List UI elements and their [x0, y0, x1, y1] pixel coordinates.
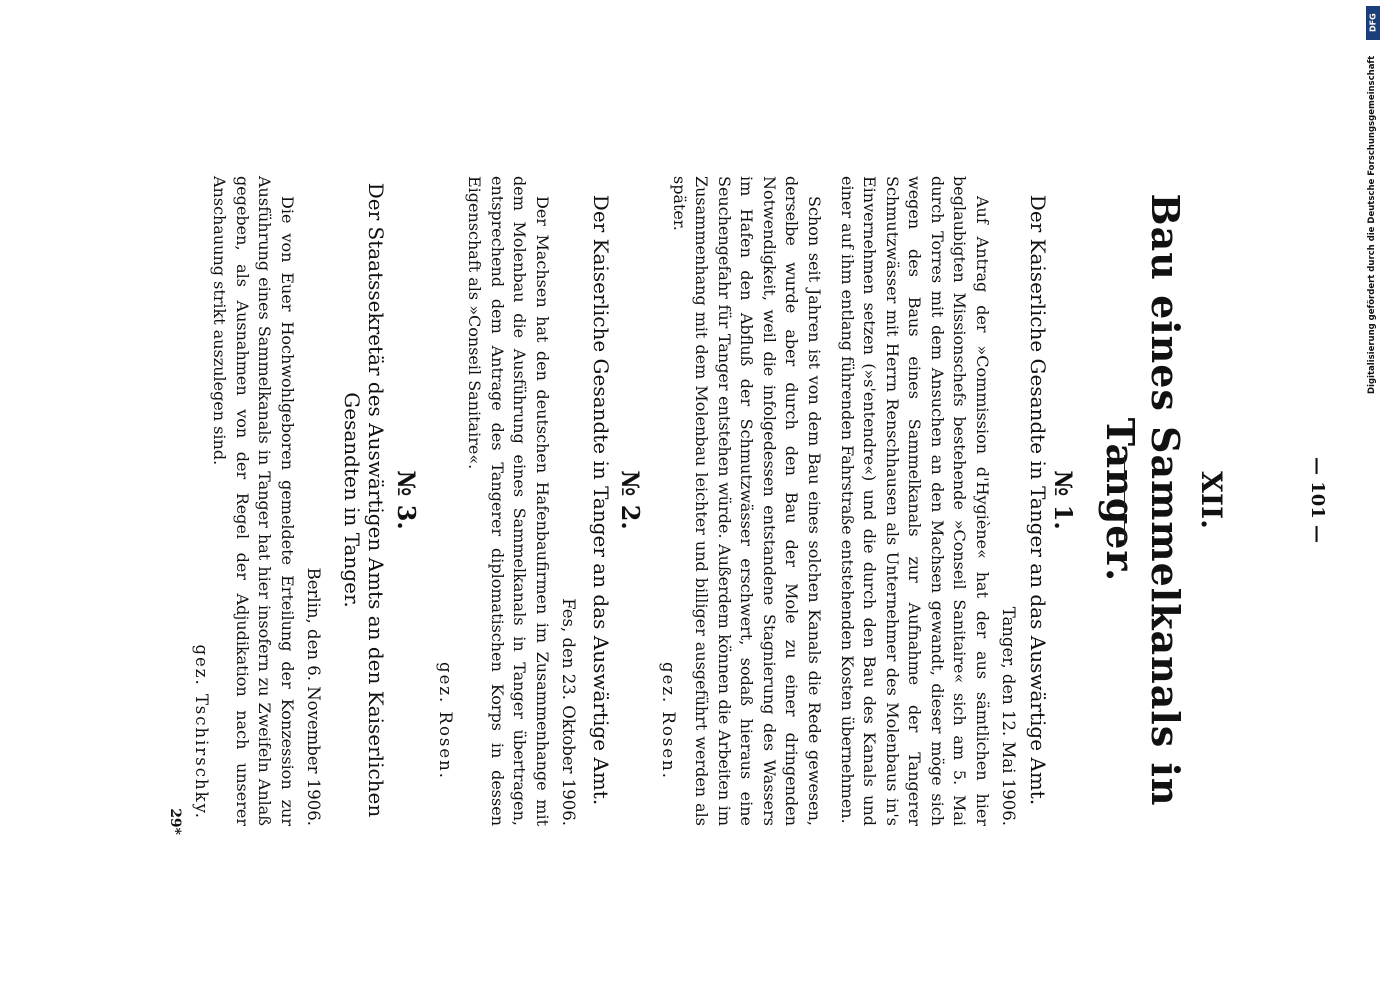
section-1-heading: Der Kaiserliche Gesandte in Tanger an das Auswärtige Amt. — [1026, 194, 1050, 806]
page-number: — 101 — — [1307, 456, 1328, 544]
document-title: Bau eines Sammelkanals in Tanger. — [1098, 193, 1188, 807]
section-3-signature: gez. Tschirschky. — [192, 644, 211, 820]
section-1-paragraph-2: Schon seit Jahren ist von dem Bau eines solchen Kanals die Rede gewesen, derselbe wurde aber durch den Bau der Mole zu einer dringenden Notwendigkeit, weil die infolgedessen entstandene Stagnierung des Wassers im Hafen den Abfluß der Schmutzwässer erschwert, sodaß hieraus eine Seuchengefahr für Tanger entstehen würde. Außerdem können die Arbeiten im Zusammenhang mit dem Molenbau leichter und billiger ausgeführt werden als später. — [670, 176, 824, 826]
sheet-signature-mark: 29* — [167, 808, 183, 835]
section-1-paragraph-1: Auf Antrag der »Commission d'Hygiène« hat der aus sämtlichen hier beglaubigten Missionschefs bestehende »Conseil Sanitaire« sich am 5. Mai durch Torres mit dem Ansuchen an den Machsen gewandt, dieser möge sich wegen des Baus eines Sammelkanals zur Aufnahme der Tangerer Schmutzwässer mit Herrn Renschhausen als Unternehmer des Molenbaus in's Einvernehmen setzen (»s'entendre«) und die durch den Bau des Kanals und einer auf ihm entlang führenden Fahrstraße entstehenden Kosten übernehmen. — [838, 176, 992, 826]
section-1-number: № 1. — [1049, 470, 1078, 530]
section-2-heading: Der Kaiserliche Gesandte in Tanger an das Auswärtige Amt. — [589, 194, 613, 806]
section-3-heading: Der Staatssekretär des Auswärtigen Amts an den Kaiserlichen Gesandten in Tanger. — [340, 182, 388, 818]
section-1-signature: gez. Rosen. — [659, 662, 678, 780]
section-3-place-date: Berlin, den 6. November 1906. — [304, 567, 323, 826]
section-2-paragraph-1: Der Machsen hat den deutschen Hafenbaufirmen im Zusammenhange mit dem Molenbau die Ausführung eines Sammelkanals in Tanger übertragen, entsprechend dem Antrage des Tangerer diplomatischen Korps in dessen Eigenschaft als »Conseil Sanitaire«. — [465, 176, 552, 826]
title-divider — [1124, 455, 1125, 545]
dfg-logo: DFG — [1366, 6, 1380, 40]
section-1-place-date: Tanger, den 12. Mai 1906. — [999, 606, 1018, 826]
section-2-place-date: Fes, den 23. Oktober 1906. — [559, 598, 578, 826]
section-2-signature: gez. Rosen. — [436, 662, 455, 780]
chapter-number: XII. — [1195, 471, 1228, 529]
section-3-paragraph-1: Die von Euer Hochwohlgeboren gemeldete Erteilung der Konzession zur Ausführung eines Sammelkanals in Tanger hat hier insofern zu Zweifeln Anlaß gegeben, als Ausnahmen von der Regel der Adjudikation nach unserer Anschauung strikt auszulegen sind. — [210, 176, 297, 826]
dfg-credit-text: Digitalisierung gefördert durch die Deutsche Forschungsgemeinschaft — [1367, 55, 1377, 394]
section-2-number: № 2. — [616, 470, 645, 530]
section-3-number: № 3. — [392, 470, 421, 530]
